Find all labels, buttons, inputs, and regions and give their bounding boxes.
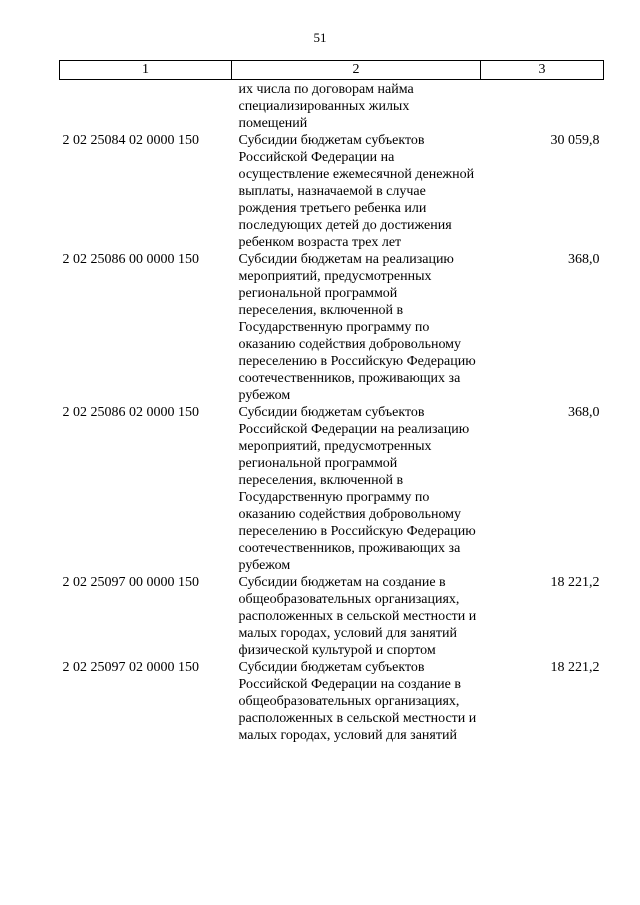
row-amount: 368,0: [568, 252, 600, 267]
table-header-row: [60, 61, 604, 80]
table-row: [60, 132, 604, 251]
row-amount: 368,0: [568, 405, 600, 420]
row-name: Субсидии бюджетам на реализацию мероприятий, предусмотренных региональной программой переселения, включенной в Государственную программу по оказанию содействия добровольному переселению в Российскую Федерацию соотечественников, проживающих за рубежом: [238, 252, 476, 403]
row-name: Субсидии бюджетам субъектов Российской Федерации на создание в общеобразовательных организациях, расположенных в сельской местности и малых городах, условий для занятий: [238, 660, 477, 743]
row-code: 2 02 25084 02 0000 150: [62, 133, 199, 148]
table-row: [60, 659, 604, 744]
table-row: [60, 574, 604, 659]
row-code: 2 02 25097 00 0000 150: [62, 575, 199, 590]
row-name: Субсидии бюджетам субъектов Российской Федерации на реализацию мероприятий, предусмотренных региональной программой переселения, включенной в Государственную программу по оказанию содействия добровольному переселению в Российскую Федерацию соотечественников, проживающих за рубежом: [238, 405, 476, 573]
page-number: 51: [313, 30, 327, 45]
column-header-3: 3: [481, 61, 604, 80]
row-name: Субсидии бюджетам на создание в общеобразовательных организациях, расположенных в сельской местности и малых городах, условий для занятий физической культурой и спортом: [238, 575, 477, 658]
row-amount: [481, 80, 604, 133]
row-code: [60, 80, 232, 133]
table-row: [60, 251, 604, 404]
row-amount: 30 059,8: [550, 133, 600, 148]
row-code: 2 02 25097 02 0000 150: [62, 660, 199, 675]
row-name: их числа по договорам найма специализированных жилых помещений: [238, 82, 414, 131]
row-name: Субсидии бюджетам субъектов Российской Федерации на осуществление ежемесячной денежной выплаты, назначаемой в случае рождения третьего ребенка или последующих детей до достижения ребенком возраста трех лет: [238, 133, 475, 250]
table-row: [60, 80, 604, 133]
table-row: [60, 404, 604, 574]
row-amount: 18 221,2: [550, 660, 600, 675]
row-code: 2 02 25086 00 0000 150: [62, 252, 199, 267]
column-header-2: 2: [232, 61, 481, 80]
budget-table: [59, 60, 604, 744]
row-amount: 18 221,2: [550, 575, 600, 590]
row-code: 2 02 25086 02 0000 150: [62, 405, 199, 420]
column-header-1: 1: [60, 61, 232, 80]
